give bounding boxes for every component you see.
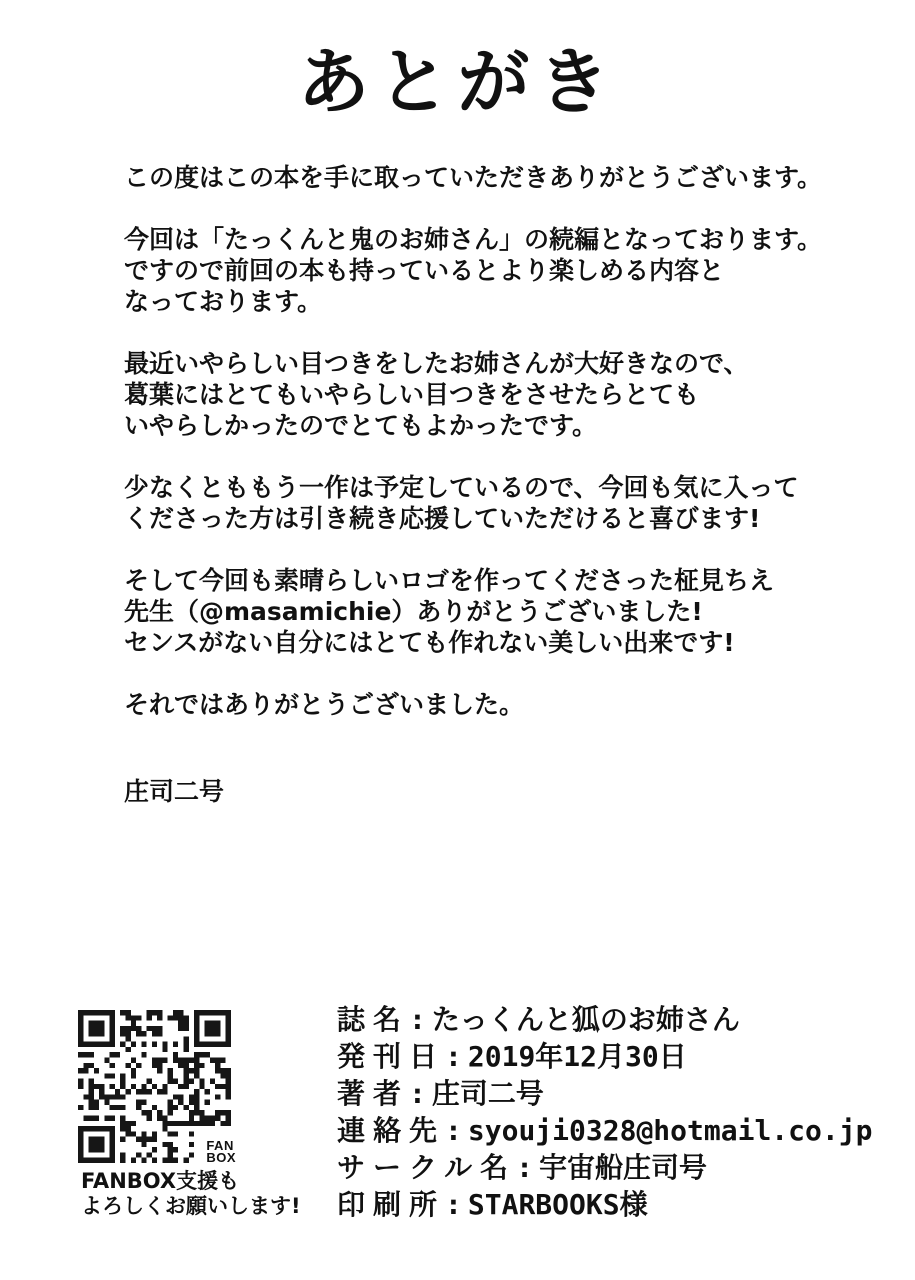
paragraph-line: 今回は「たっくんと鬼のお姉さん」の続編となっております。 [124,225,823,254]
paragraphs-container [124,162,864,720]
author-signature: 庄司二号 [124,777,225,806]
paragraph [124,689,864,720]
colophon-row [337,1038,872,1075]
colophon-value: たっくんと狐のお姉さん [431,1003,740,1036]
colophon-label: 印刷所 [337,1188,446,1221]
paragraph [124,565,864,658]
colophon-row [337,1075,872,1112]
fanbox-caption [81,1169,301,1219]
paragraph [124,224,864,317]
paragraph-line: いやらしかったのでとてもよかったです。 [124,411,598,440]
paragraph-line: 葛葉にはとてもいやらしい目つきをさせたらとても [124,380,700,409]
colophon-row [337,1149,872,1186]
paragraph-line: 先生（@masamichie）ありがとうございました! [124,597,703,626]
fanbox-qr-block [78,1010,236,1165]
colophon-separator: : [409,1003,426,1036]
fanbox-logo-text [203,1139,236,1164]
paragraph-line: この度はこの本を手に取っていただきありがとうございます。 [124,163,823,192]
colophon-row [337,1186,872,1223]
fanbox-caption-line1: FANBOX支援も [81,1169,240,1193]
colophon-value: 2019年12月30日 [467,1040,687,1073]
colophon-separator: : [516,1151,534,1184]
paragraph [124,162,864,193]
colophon-separator: : [409,1077,426,1110]
colophon-separator: : [445,1040,462,1073]
paragraph-line: センスがない自分にはとても作れない美しい出来です! [124,628,735,657]
colophon-separator: : [445,1188,462,1221]
afterword-body [124,162,864,807]
colophon-label: 著者 [337,1077,410,1110]
fanbox-caption-line2: よろしくお願いします! [81,1194,301,1218]
colophon-value: syouji0328@hotmail.co.jp [467,1114,873,1147]
colophon-row [337,1112,872,1149]
colophon-label: サークル名 [337,1151,517,1184]
colophon-separator: : [445,1114,462,1147]
colophon-value: 庄司二号 [431,1077,544,1110]
colophon-value: 宇宙船庄司号 [539,1151,708,1184]
paragraph-line: それではありがとうございました。 [124,690,525,719]
fanbox-logo-line2: BOX [206,1150,236,1165]
colophon-label: 発刊日 [337,1040,446,1073]
paragraph-line: くださった方は引き続き応援していただけると喜びます! [124,504,761,533]
paragraph-line: 少なくとももう一作は予定しているので、今回も気に入って [124,473,799,502]
paragraph-line: ですので前回の本も持っているとより楽しめる内容と [124,256,725,285]
paragraph-line: 最近いやらしい目つきをしたお姉さんが大好きなので、 [124,349,749,378]
page-title: あとがき [297,39,618,124]
colophon-label: 連絡先 [337,1114,446,1147]
colophon-label: 誌名 [337,1003,410,1036]
paragraph-line: そして今回も素晴らしいロゴを作ってくださった柾見ちえ [124,566,775,595]
paragraph [124,472,864,534]
paragraph [124,348,864,441]
fanbox-logo-line1: FAN [206,1138,234,1153]
colophon-value: STARBOOKS様 [467,1188,648,1221]
colophon-list [337,1001,872,1223]
colophon-row [337,1001,872,1038]
paragraph-line: なっております。 [124,287,323,316]
